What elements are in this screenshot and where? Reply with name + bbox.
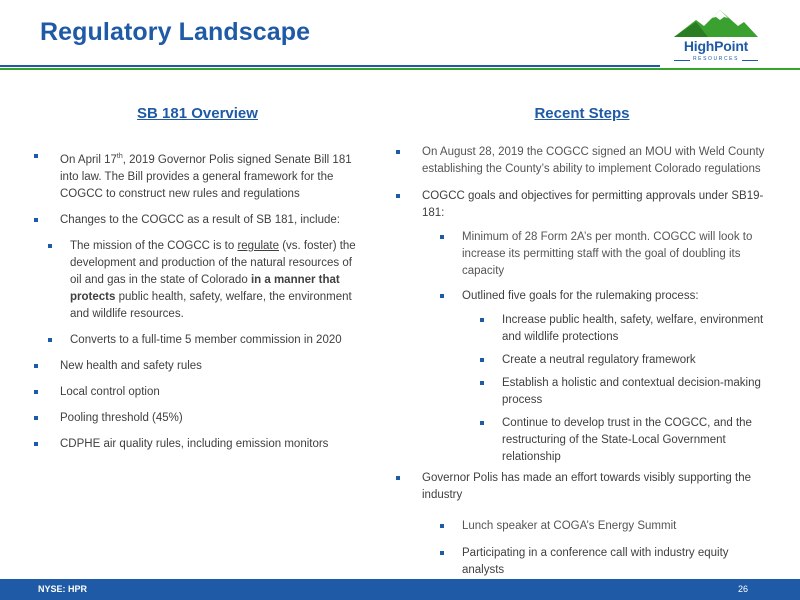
list-item: Governor Polis has made an effort towards visibly supporting the industry Lunch speaker at COGA’s Energy Summit Participating in a conference call with industry equity analysts: [392, 470, 772, 579]
list-item: CDPHE air quality rules, including emission monitors: [30, 436, 365, 453]
list-item: On August 28, 2019 the COGCC signed an MOU with Weld County establishing the County’s ability to implement Colorado regulations: [392, 144, 772, 178]
recent-steps-list: [392, 144, 772, 579]
bullet-icon: [34, 218, 38, 222]
bullet-icon: [396, 476, 400, 480]
list-item: Changes to the COGCC as a result of SB 181, include: The mission of the COGCC is to regulate (vs. foster) the development and production of the natural resources of oil and gas in the state of Colorado in a manner that protects public health, safety, welfare, the environment and wildlife resources. Converts to a full-time 5 member commission in 2020: [30, 212, 365, 349]
bullet-icon: [440, 235, 444, 239]
title-rule-green: [0, 68, 800, 70]
logo-subtitle: RESOURCES: [692, 56, 740, 62]
bullet-icon: [48, 338, 52, 342]
footer-bar: [0, 579, 800, 600]
mountain-logo-icon: [674, 8, 758, 38]
title-rule-blue: [0, 65, 660, 67]
logo-divider-right: [742, 60, 758, 61]
bullet-icon: [396, 194, 400, 198]
recent-steps-column: [392, 105, 772, 589]
sub-list: [422, 229, 772, 466]
bullet-icon: [440, 551, 444, 555]
sub-list: [422, 518, 772, 579]
bullet-icon: [34, 442, 38, 446]
logo-wordmark: HighPoint: [683, 38, 749, 54]
sb181-heading: SB 181 Overview: [137, 105, 258, 122]
bullet-icon: [396, 150, 400, 154]
sb181-list: [30, 148, 365, 453]
bullet-icon: [48, 244, 52, 248]
sub-list-item: Outlined five goals for the rulemaking process: Increase public health, safety, welfare, environment and wildlife protections Create a neutral regulatory framework Establish a holistic and contextual decision-making process Continue to develop trust in the COGCC, and the restructuring of the State-Local Government relationship: [422, 288, 772, 466]
page-title: Regulatory Landscape: [40, 18, 311, 46]
list-item: On April 17th, 2019 Governor Polis signed Senate Bill 181 into law. The Bill provides a general framework for the COGCC to construct new rules and regulations: [30, 148, 365, 203]
bullet-icon: [34, 364, 38, 368]
sub-list-item: The mission of the COGCC is to regulate (vs. foster) the development and production of the natural resources of oil and gas in the state of Colorado in a manner that protects public health, safety, welfare, the environment and wildlife resources.: [30, 238, 365, 323]
bullet-icon: [480, 381, 484, 385]
sub-list-item: Participating in a conference call with industry equity analysts: [422, 545, 772, 579]
sub-list-item: Lunch speaker at COGA’s Energy Summit: [422, 518, 772, 535]
page-number: 26: [737, 584, 748, 594]
sub-list-item: Converts to a full-time 5 member commission in 2020: [30, 332, 365, 349]
list-item: New health and safety rules: [30, 358, 365, 375]
goal-item: Create a neutral regulatory framework: [462, 352, 772, 369]
list-item: COGCC goals and objectives for permitting approvals under SB19-181: Minimum of 28 Form 2A’s per month. COGCC will look to increase its permitting staff with the goal of doubling its capacity Outlined five goals for the rulemaking process: Increase public health, safety, welfare, environment and wildlife protections Create a neutral regulatory framework Establish a holistic and contextual decision-making process Continue to develop trust in the COGCC, and the restructuring of the State-Local Government relationship: [392, 188, 772, 466]
list-item: Pooling threshold (45%): [30, 410, 365, 427]
bullet-icon: [34, 416, 38, 420]
goal-item: Establish a holistic and contextual decision-making process: [462, 375, 772, 409]
sub-list-item: Minimum of 28 Form 2A’s per month. COGCC will look to increase its permitting staff with the goal of doubling its capacity: [422, 229, 772, 280]
sub-list: [60, 238, 365, 349]
goal-item: Continue to develop trust in the COGCC, and the restructuring of the State-Local Government relationship: [462, 415, 772, 466]
company-logo: [668, 8, 764, 66]
bullet-icon: [480, 358, 484, 362]
bullet-icon: [480, 421, 484, 425]
goals-list: [462, 312, 772, 466]
bullet-icon: [440, 294, 444, 298]
bullet-icon: [480, 318, 484, 322]
footer-ticker: NYSE: HPR: [38, 584, 88, 594]
goal-item: Increase public health, safety, welfare, environment and wildlife protections: [462, 312, 772, 346]
sb181-overview-column: [30, 105, 365, 462]
bullet-icon: [440, 524, 444, 528]
list-item: Local control option: [30, 384, 365, 401]
recent-steps-heading: Recent Steps: [534, 105, 630, 122]
bullet-icon: [34, 390, 38, 394]
bullet-icon: [34, 154, 38, 158]
